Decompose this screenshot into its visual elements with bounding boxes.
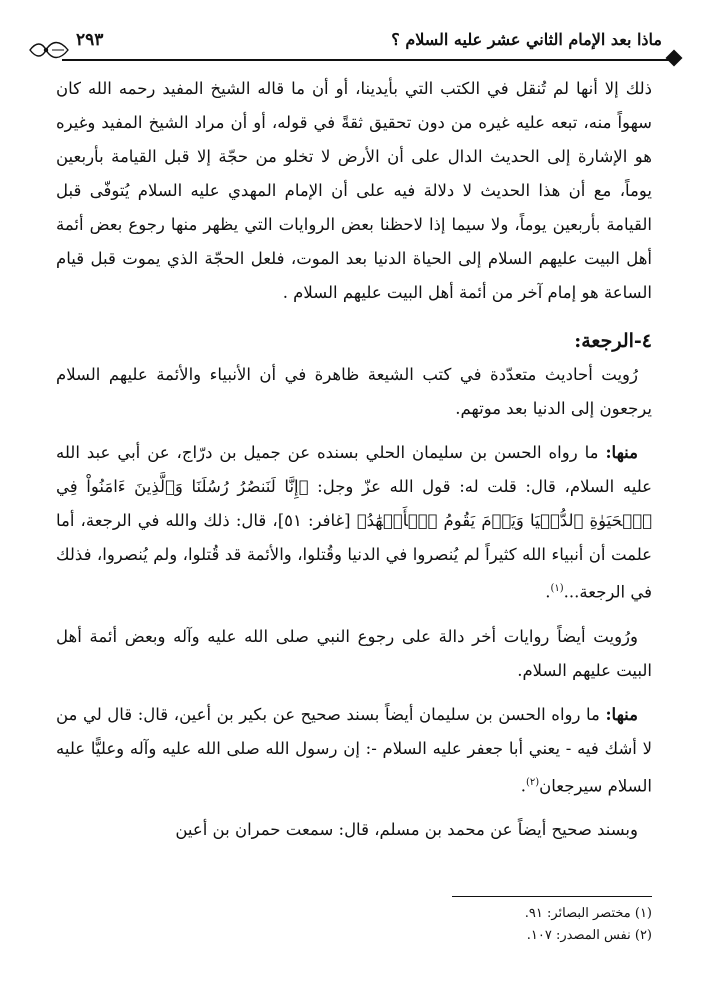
footnote-1: (١) مختصر البصائر: ٩١.	[524, 906, 652, 921]
header-rule	[62, 59, 674, 61]
paragraph-3	[56, 436, 652, 610]
running-header	[28, 30, 680, 58]
header-diamond-ornament	[666, 50, 683, 67]
paragraph-6: وبسند صحيح أيضاً عن محمد بن مسلم، قال: سمعت حمران بن أعين	[175, 820, 638, 839]
floral-ornament-icon	[28, 38, 70, 62]
paragraph-3-text-b: [غافر: ٥١]، قال: ذلك والله في الرجعة، أما علمت أن أنبياء الله كثيراً لم يُنصروا في الدنيا وقُتلوا، والأئمة قد قُتلوا، ولم يُنصروا، فذلك في الرجعة...	[56, 511, 652, 602]
paragraph-1: ذلك إلا أنها لم تُنقل في الكتب التي بأيدينا، أو أن ما قاله الشيخ المفيد رحمه الله كان سهواً منه، تبعه عليه غيره من دون تحقيق ثقةً في قوله، أو أن مراد الشيخ المفيد وغيره هو الإشارة إلى الحديث الدال على أن الأرض لا تخلو من حجّة إلا قبل القيامة بأربعين يوماً، مع أن هذا الحديث لا دلالة فيه على أن الإمام المهدي عليه السلام يُتوفّى قبل القيامة بأربعين يوماً، ولا سيما إذا لاحظنا بعض الروايات التي يظهر منها رجوع بعض أئمة أهل البيت عليهم السلام إلى الحياة الدنيا بعد الموت، فلعل الحجّة الذي يموت قبل قيام الساعة هو إمام آخر من أئمة أهل البيت عليهم السلام .	[56, 79, 652, 302]
footnotes	[56, 896, 652, 947]
page-number: ٢٩٣	[76, 30, 104, 50]
paragraph-3-lead: منها:	[605, 443, 638, 462]
quran-verse: ﴿إِنَّا لَنَنصُرُ رُسُلَنَا وَٱلَّذِينَ ءَامَنُواْ فِي ٱلۡحَيَوٰةِ ٱلدُّنۡيَا وَيَوۡمَ يَقُومُ ٱلۡأَشۡهَٰدُ﴾	[56, 477, 653, 530]
footnote-2: (٢) نفس المصدر: ١٠٧.	[526, 928, 652, 943]
paragraph-5-end: .	[520, 776, 526, 795]
paragraph-3-text-a: ما رواه الحسن بن سليمان الحلي بسنده عن جميل بن درّاج، عن أبي عبد الله عليه السلام، قال: قلت له: قول الله عزّ وجل:	[56, 443, 653, 496]
paragraph-5-lead: منها:	[605, 704, 638, 724]
running-title: ماذا بعد الإمام الثاني عشر عليه السلام ؟	[391, 30, 662, 49]
section-heading: ٤-الرجعة:	[574, 330, 652, 352]
footnote-ref-1: (١)	[550, 583, 564, 594]
paragraph-3-end: .	[545, 582, 551, 602]
page-body	[56, 72, 652, 847]
paragraph-4: ورُويت أيضاً روايات أخر دالة على رجوع النبي صلى الله عليه وآله وبعض أئمة أهل البيت عليهم السلام.	[56, 626, 652, 680]
footnote-ref-2: (٢)	[525, 776, 540, 788]
paragraph-5-text: ما رواه الحسن بن سليمان أيضاً بسند صحيح عن بكير بن أعين، قال: قال لي من لا أشك فيه - يعني أبا جعفر عليه السلام -: إن رسول الله صلى الله عليه وآله وعليًّا عليه السلام سيرجعان	[56, 704, 652, 795]
footnote-rule	[452, 896, 652, 897]
paragraph-2: رُويت أحاديث متعدّدة في كتب الشيعة ظاهرة في أن الأنبياء والأئمة عليهم السلام يرجعون إلى الدنيا بعد موتهم.	[56, 365, 652, 418]
paragraph-5	[56, 698, 652, 804]
